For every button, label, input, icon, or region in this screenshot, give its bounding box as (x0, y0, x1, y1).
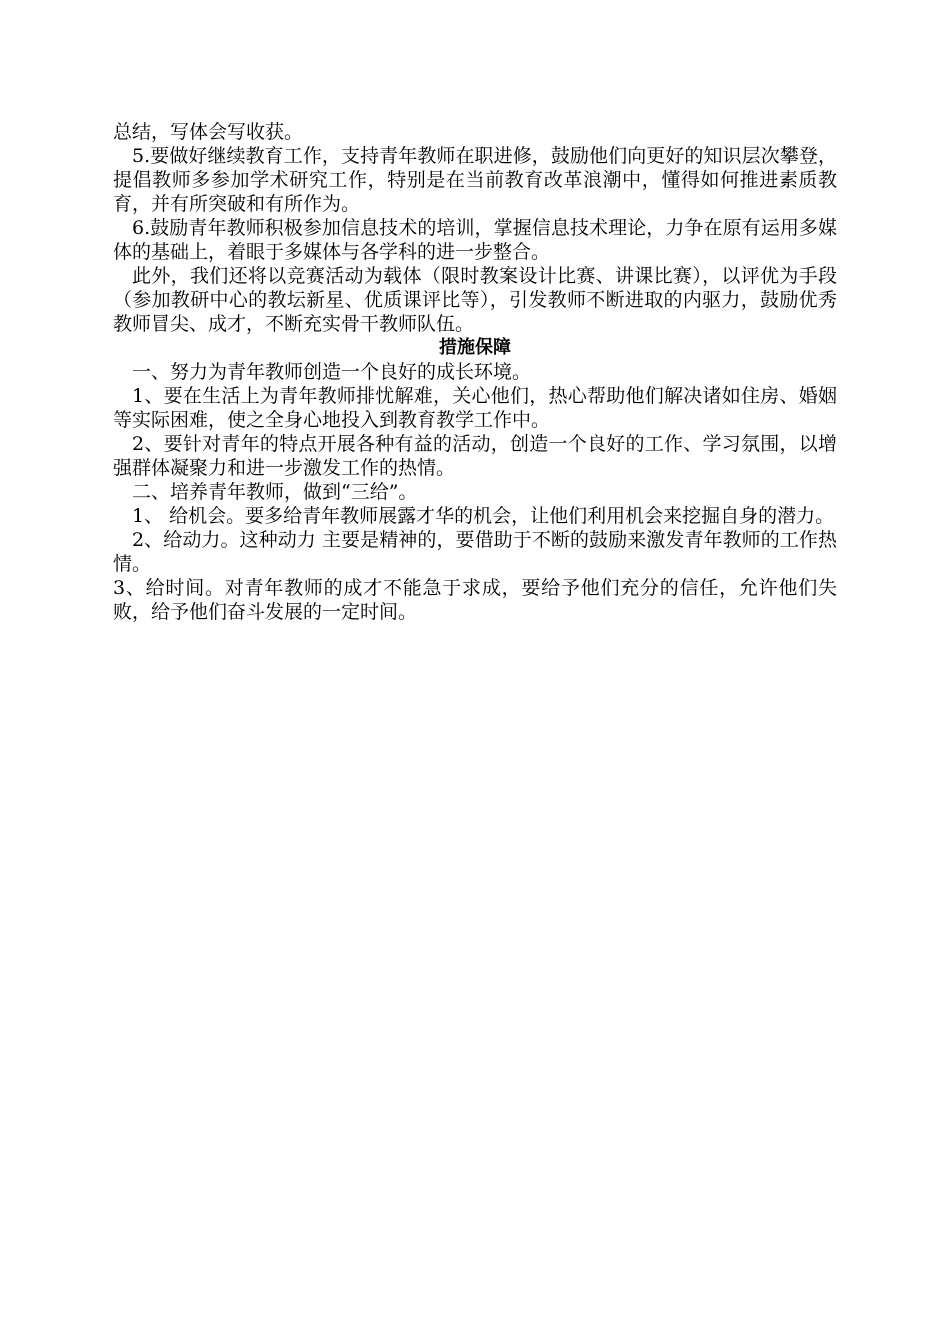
paragraph-give-time: 3、给时间。对青年教师的成才不能急于求成，要给予他们充分的信任，允许他们失败，给予他们奋斗发展的一定时间。 (113, 577, 837, 623)
paragraph-three-gives-heading: 二、培养青年教师，做到“三给”。 (132, 481, 418, 503)
paragraph-summary-continuation: 总结，写体会写收获。 (113, 121, 304, 143)
paragraph-activities: 2、要针对青年的特点开展各种有益的活动，创造一个良好的工作、学习氛围，以增强群体凝聚力和进一步激发工作的热情。 (113, 433, 837, 479)
paragraph-continuing-education: 5.要做好继续教育工作，支持青年教师在职进修，鼓励他们向更好的知识层次攀登，提倡教师多参加学术研究工作，特别是在当前教育改革浪潮中，懂得如何推进素质教育，并有所突破和有所作为。 (113, 145, 837, 215)
section-heading: 措施保障 (439, 337, 511, 358)
document-body (113, 120, 837, 624)
paragraph-life-support: 1、要在生活上为青年教师排忧解难，关心他们，热心帮助他们解决诸如住房、婚姻等实际困难，使之全身心地投入到教育教学工作中。 (113, 385, 837, 431)
paragraph-environment-heading: 一、努力为青年教师创造一个良好的成长环境。 (132, 361, 532, 383)
paragraph-give-motivation: 2、给动力。这种动力 主要是精神的，要借助于不断的鼓励来激发青年教师的工作热情。 (113, 529, 837, 575)
paragraph-give-opportunity: 1、 给机会。要多给青年教师展露才华的机会，让他们利用机会来挖掘自身的潜力。 (132, 505, 835, 527)
paragraph-competitions: 此外，我们还将以竞赛活动为载体（限时教案设计比赛、讲课比赛），以评优为手段（参加教研中心的教坛新星、优质课评比等），引发教师不断进取的内驱力，鼓励优秀教师冒尖、成才，不断充实骨干教师队伍。 (113, 265, 837, 335)
paragraph-it-training: 6.鼓励青年教师积极参加信息技术的培训，掌握信息技术理论，力争在原有运用多媒体的基础上，着眼于多媒体与各学科的进一步整合。 (113, 217, 837, 263)
